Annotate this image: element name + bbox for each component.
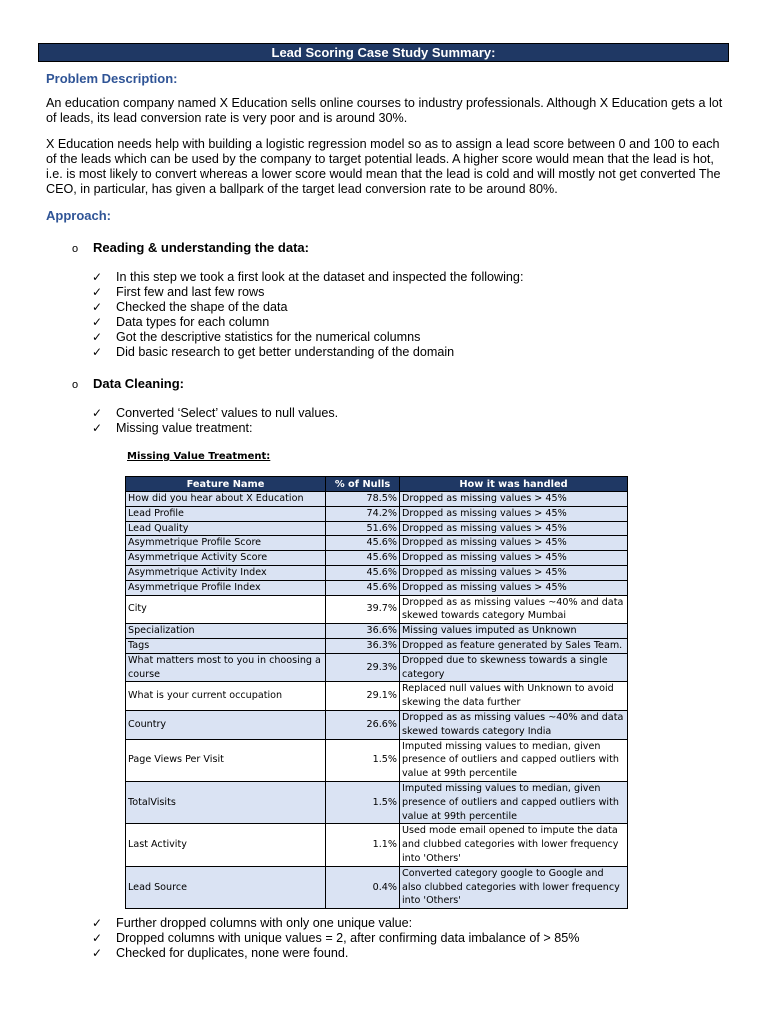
nulls-cell: 26.6% (326, 710, 400, 739)
checkmark-icon: ✓ (92, 300, 103, 314)
list-item: ✓ Checked for duplicates, none were found. (92, 946, 349, 960)
table-row (126, 580, 628, 595)
checkmark-icon: ✓ (92, 270, 103, 284)
feature-cell: Country (126, 710, 326, 739)
feature-cell: Specialization (126, 624, 326, 639)
feature-cell: Asymmetrique Activity Index (126, 565, 326, 580)
checkmark-icon: ✓ (92, 315, 103, 329)
header-how-handled: How it was handled (400, 477, 628, 492)
handled-cell: Dropped as missing values > 45% (400, 506, 628, 521)
nulls-cell: 1.5% (326, 781, 400, 823)
header-percent-nulls: % of Nulls (326, 477, 400, 492)
handled-cell: Dropped as feature generated by Sales Team. (400, 638, 628, 653)
list-item: ✓ Converted ‘Select’ values to null values. (92, 406, 339, 420)
feature-cell: Lead Source (126, 866, 326, 908)
list-item: ✓ Data types for each column (92, 315, 270, 329)
feature-cell: Last Activity (126, 824, 326, 866)
table-row (126, 739, 628, 781)
nulls-cell: 45.6% (326, 551, 400, 566)
checkmark-icon: ✓ (92, 916, 103, 930)
nulls-cell: 51.6% (326, 521, 400, 536)
checkmark-icon: ✓ (92, 421, 103, 435)
table-row (126, 653, 628, 682)
list-item: ✓ Dropped columns with unique values = 2, after confirming data imbalance of > 85% (92, 931, 580, 945)
handled-cell: Imputed missing values to median, given presence of outliers and capped outliers with value at 99th percentile (400, 739, 628, 781)
cleaning-followup-checklist (92, 916, 579, 961)
feature-cell: Asymmetrique Profile Score (126, 536, 326, 551)
feature-cell: City (126, 595, 326, 624)
cleaning-checklist (92, 406, 338, 436)
table-header-row (126, 477, 628, 492)
handled-cell: Dropped as missing values > 45% (400, 492, 628, 507)
checkmark-icon: ✓ (92, 946, 103, 960)
handled-cell: Imputed missing values to median, given presence of outliers and capped outliers with value at 99th percentile (400, 781, 628, 823)
problem-paragraph-2: X Education needs help with building a logistic regression model so as to assign a lead score between 0 and 100 to each of the leads which can be used by the company to target potential leads. A higher score would mean that the lead is hot, i.e. is most likely to convert whereas a lower score would mean that the lead is cold and will mostly not get converted The CEO, in particular, has given a ballpark of the target lead conversion rate to be around 80%. (46, 137, 721, 196)
table-row (126, 521, 628, 536)
table-row (126, 506, 628, 521)
handled-cell: Converted category google to Google and also clubbed categories with lower frequency into 'Others' (400, 866, 628, 908)
list-item: ✓ Missing value treatment: (92, 421, 253, 435)
list-item: ✓ In this step we took a first look at the dataset and inspected the following: (92, 270, 524, 284)
feature-cell: Lead Profile (126, 506, 326, 521)
checkmark-icon: ✓ (92, 285, 103, 299)
table-row (126, 551, 628, 566)
feature-cell: Page Views Per Visit (126, 739, 326, 781)
nulls-cell: 29.1% (326, 682, 400, 711)
header-feature-name: Feature Name (126, 477, 326, 492)
handled-cell: Dropped as missing values > 45% (400, 521, 628, 536)
feature-cell: Lead Quality (126, 521, 326, 536)
nulls-cell: 74.2% (326, 506, 400, 521)
nulls-cell: 45.6% (326, 565, 400, 580)
table-row (126, 781, 628, 823)
table-row (126, 595, 628, 624)
missing-value-caption: Missing Value Treatment: (127, 451, 271, 462)
table-row (126, 624, 628, 639)
handled-cell: Replaced null values with Unknown to avoid skewing the data further (400, 682, 628, 711)
circle-bullet-icon: o (72, 243, 79, 255)
handled-cell: Used mode email opened to impute the data and clubbed categories with lower frequency into 'Others' (400, 824, 628, 866)
checkmark-icon: ✓ (92, 406, 103, 420)
feature-cell: How did you hear about X Education (126, 492, 326, 507)
list-item: ✓ First few and last few rows (92, 285, 265, 299)
nulls-cell: 36.6% (326, 624, 400, 639)
table-row (126, 638, 628, 653)
problem-heading: Problem Description: (46, 71, 178, 86)
list-item: ✓ Did basic research to get better understanding of the domain (92, 345, 455, 359)
table-row (126, 866, 628, 908)
nulls-cell: 29.3% (326, 653, 400, 682)
list-item: ✓ Checked the shape of the data (92, 300, 288, 314)
problem-paragraph-1: An education company named X Education sells online courses to industry professionals. Although X Education gets a lot of leads, its lead conversion rate is very poor and is around 30%. (46, 96, 723, 125)
table-row (126, 536, 628, 551)
handled-cell: Dropped as missing values > 45% (400, 551, 628, 566)
table-row (126, 710, 628, 739)
table-row (126, 492, 628, 507)
handled-cell: Missing values imputed as Unknown (400, 624, 628, 639)
reading-heading (72, 240, 309, 257)
checkmark-icon: ✓ (92, 345, 103, 359)
table-row (126, 565, 628, 580)
handled-cell: Dropped as as missing values ~40% and data skewed towards category India (400, 710, 628, 739)
nulls-cell: 1.1% (326, 824, 400, 866)
feature-cell: What matters most to you in choosing a course (126, 653, 326, 682)
approach-heading: Approach: (46, 208, 111, 223)
nulls-cell: 39.7% (326, 595, 400, 624)
handled-cell: Dropped due to skewness towards a single category (400, 653, 628, 682)
nulls-cell: 1.5% (326, 739, 400, 781)
nulls-cell: 78.5% (326, 492, 400, 507)
cleaning-heading-text: Data Cleaning: (93, 376, 185, 391)
nulls-cell: 0.4% (326, 866, 400, 908)
handled-cell: Dropped as missing values > 45% (400, 580, 628, 595)
nulls-cell: 45.6% (326, 580, 400, 595)
cleaning-heading (72, 376, 184, 393)
feature-cell: Asymmetrique Activity Score (126, 551, 326, 566)
reading-checklist (92, 270, 523, 360)
list-item: ✓ Got the descriptive statistics for the numerical columns (92, 330, 421, 344)
feature-cell: TotalVisits (126, 781, 326, 823)
circle-bullet-icon: o (72, 379, 79, 391)
feature-cell: Tags (126, 638, 326, 653)
feature-cell: What is your current occupation (126, 682, 326, 711)
list-item: ✓ Further dropped columns with only one unique value: (92, 916, 413, 930)
reading-heading-text: Reading & understanding the data: (93, 240, 309, 255)
handled-cell: Dropped as missing values > 45% (400, 536, 628, 551)
checkmark-icon: ✓ (92, 330, 103, 344)
document-title: Lead Scoring Case Study Summary: (38, 43, 729, 62)
feature-cell: Asymmetrique Profile Index (126, 580, 326, 595)
nulls-cell: 36.3% (326, 638, 400, 653)
missing-value-table (125, 476, 628, 909)
handled-cell: Dropped as as missing values ~40% and data skewed towards category Mumbai (400, 595, 628, 624)
nulls-cell: 45.6% (326, 536, 400, 551)
handled-cell: Dropped as missing values > 45% (400, 565, 628, 580)
checkmark-icon: ✓ (92, 931, 103, 945)
table-row (126, 682, 628, 711)
table-row (126, 824, 628, 866)
